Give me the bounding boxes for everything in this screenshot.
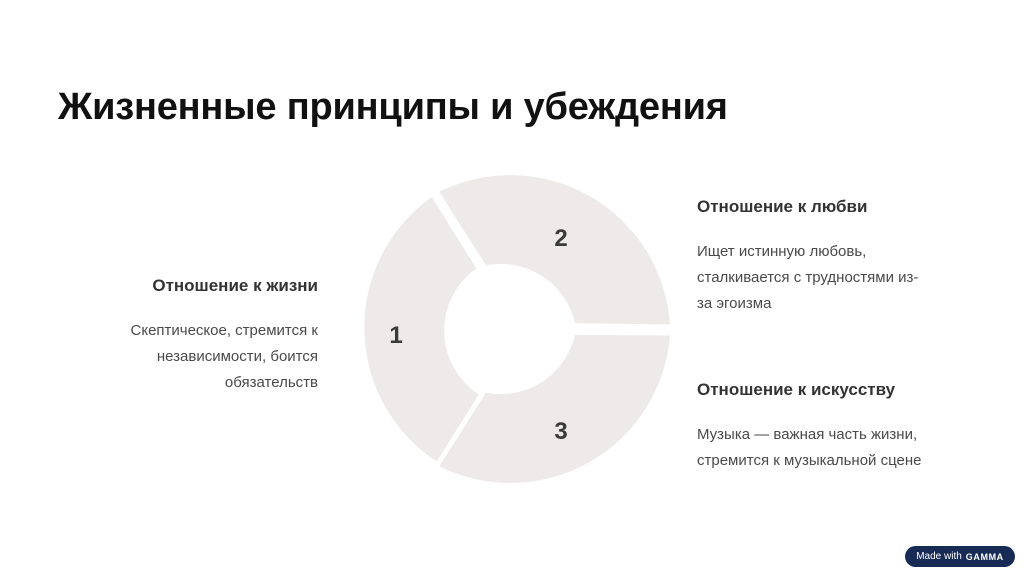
- item-heading: Отношение к любви: [697, 197, 868, 216]
- item-text-line: Скептическое, стремится к: [130, 322, 318, 339]
- segment-number-3: 3: [554, 418, 568, 445]
- item-text-line: обязательств: [224, 374, 318, 391]
- segment-number-1: 1: [389, 322, 403, 349]
- item-love: [697, 197, 967, 317]
- item-text: [697, 422, 967, 474]
- item-text: [697, 239, 967, 317]
- item-heading: Отношение к жизни: [152, 276, 318, 295]
- item-text: [78, 318, 318, 396]
- page-title: Жизненные принципы и убеждения: [58, 86, 728, 128]
- item-text-line: стремится к музыкальной сцене: [697, 452, 922, 469]
- segment-number-2: 2: [554, 225, 568, 252]
- badge-prefix: Made with: [916, 551, 962, 562]
- item-text-line: сталкивается с трудностями из-: [697, 269, 919, 286]
- item-text-line: Ищет истинную любовь,: [697, 243, 867, 260]
- made-with-gamma-badge[interactable]: [905, 546, 1015, 567]
- item-art: [697, 380, 967, 474]
- item-life: [78, 276, 318, 396]
- gamma-logo: GAMMA: [965, 551, 1004, 562]
- cycle-segment-3: [439, 335, 670, 483]
- cycle-segment-1: [364, 197, 479, 462]
- item-text-line: независимости, боится: [156, 348, 318, 365]
- item-text-line: за эгоизма: [697, 295, 772, 312]
- item-text-line: Музыка — важная часть жизни,: [697, 426, 918, 443]
- item-heading: Отношение к искусству: [697, 380, 896, 399]
